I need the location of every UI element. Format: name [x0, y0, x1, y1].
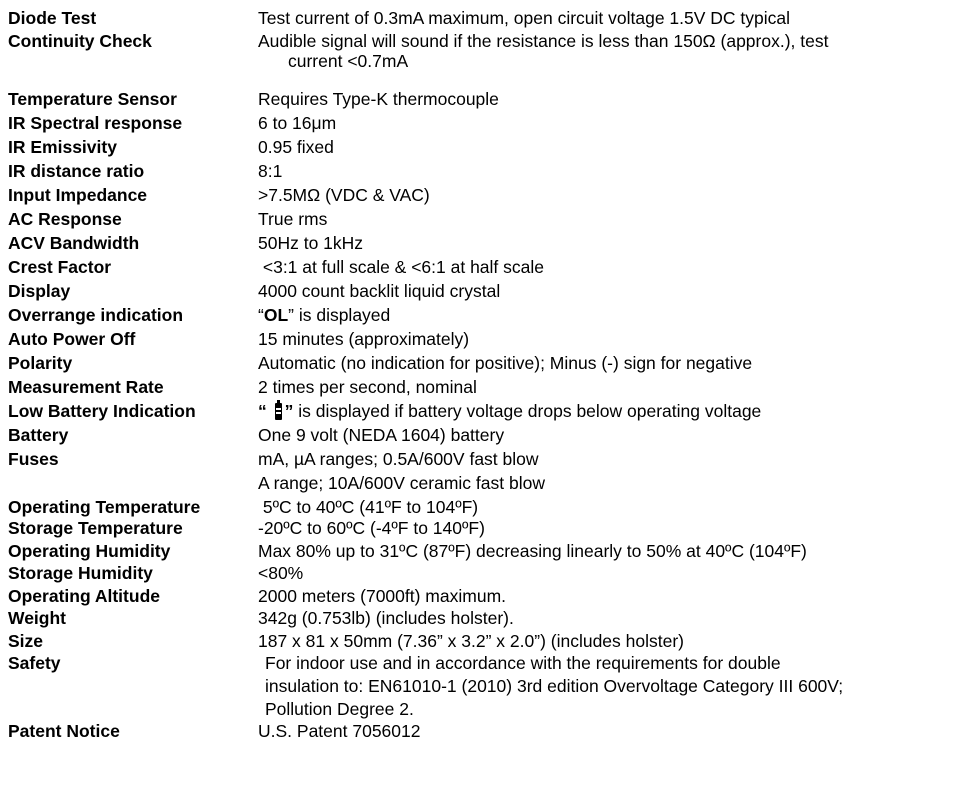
- spec-value: For indoor use and in accordance with the requirements for double: [265, 653, 781, 673]
- spec-value-continued: insulation to: EN61010-1 (2010) 3rd edition Overvoltage Category III 600V;: [265, 676, 844, 696]
- spec-label: Overrange indication: [8, 305, 184, 325]
- spec-label: Battery: [8, 425, 69, 445]
- spec-value: 15 minutes (approximately): [258, 329, 470, 349]
- spec-label: ACV Bandwidth: [8, 233, 140, 253]
- spec-value: Audible signal will sound if the resistance is less than 150Ω (approx.), test: [258, 31, 829, 51]
- spec-label: Diode Test: [8, 8, 97, 28]
- spec-label: Safety: [8, 653, 61, 673]
- spec-value: 8:1: [258, 161, 283, 181]
- value-rest: ” is displayed: [288, 305, 391, 325]
- spec-label: IR distance ratio: [8, 161, 145, 181]
- spec-label: Storage Humidity: [8, 563, 153, 583]
- open-quote: “: [258, 401, 267, 421]
- spec-label: Polarity: [8, 353, 73, 373]
- spec-value: 2 times per second, nominal: [258, 377, 477, 397]
- spec-label: Display: [8, 281, 71, 301]
- spec-label: Fuses: [8, 449, 59, 469]
- spec-label: IR Spectral response: [8, 113, 183, 133]
- spec-value: <3:1 at full scale & <6:1 at half scale: [258, 257, 545, 277]
- overrange-symbol: OL: [263, 305, 289, 325]
- spec-label: Continuity Check: [8, 31, 152, 51]
- spec-label: Operating Temperature: [8, 497, 201, 517]
- spec-value: U.S. Patent 7056012: [258, 721, 421, 741]
- spec-value-continued: current <0.7mA: [288, 51, 409, 71]
- value-rest: is displayed if battery voltage drops below operating voltage: [293, 401, 762, 421]
- spec-value: Automatic (no indication for positive); Minus (-) sign for negative: [258, 353, 753, 373]
- spec-value: Requires Type-K thermocouple: [258, 89, 499, 109]
- spec-value: 4000 count backlit liquid crystal: [258, 281, 501, 301]
- spec-value: [258, 305, 390, 325]
- spec-value: 342g (0.753lb) (includes holster).: [258, 608, 514, 628]
- spec-label: Crest Factor: [8, 257, 112, 277]
- close-quote: ”: [284, 401, 294, 421]
- spec-label: Input Impedance: [8, 185, 148, 205]
- spec-label: Storage Temperature: [8, 518, 183, 538]
- spec-label: AC Response: [8, 209, 122, 229]
- spec-value: 5ºC to 40ºC (41ºF to 104ºF): [258, 497, 479, 517]
- spec-label: Measurement Rate: [8, 377, 164, 397]
- spec-value: 0.95 fixed: [258, 137, 334, 157]
- spec-value: 6 to 16μm: [258, 113, 337, 133]
- spec-label: Size: [8, 631, 44, 651]
- open-quote: “: [258, 305, 264, 325]
- spec-value: Test current of 0.3mA maximum, open circuit voltage 1.5V DC typical: [258, 8, 791, 28]
- spec-value: True rms: [258, 209, 328, 229]
- spec-value-continued: A range; 10A/600V ceramic fast blow: [258, 473, 545, 493]
- spec-label: Low Battery Indication: [8, 401, 196, 421]
- spec-value: >7.5MΩ (VDC & VAC): [258, 185, 430, 205]
- spec-label: Patent Notice: [8, 721, 120, 741]
- spec-value: 2000 meters (7000ft) maximum.: [258, 586, 507, 606]
- spec-value: -20ºC to 60ºC (-4ºF to 140ºF): [258, 518, 485, 538]
- spec-label: IR Emissivity: [8, 137, 117, 157]
- spec-value: One 9 volt (NEDA 1604) battery: [258, 425, 505, 445]
- spec-label: Weight: [8, 608, 67, 628]
- spec-value: 50Hz to 1kHz: [258, 233, 364, 253]
- spec-label: Operating Altitude: [8, 586, 160, 606]
- spec-value: Max 80% up to 31ºC (87ºF) decreasing linearly to 50% at 40ºC (104ºF): [258, 541, 807, 561]
- spec-label: Temperature Sensor: [8, 89, 177, 109]
- spec-value: 187 x 81 x 50mm (7.36” x 3.2” x 2.0”) (includes holster): [258, 631, 685, 651]
- spec-label: Auto Power Off: [8, 329, 136, 349]
- spec-value-continued: Pollution Degree 2.: [265, 699, 414, 719]
- spec-label: Operating Humidity: [8, 541, 171, 561]
- spec-value: mA, µA ranges; 0.5A/600V fast blow: [258, 449, 539, 469]
- battery-icon: [275, 403, 282, 420]
- spec-value: <80%: [258, 563, 304, 583]
- spec-value: [258, 401, 761, 421]
